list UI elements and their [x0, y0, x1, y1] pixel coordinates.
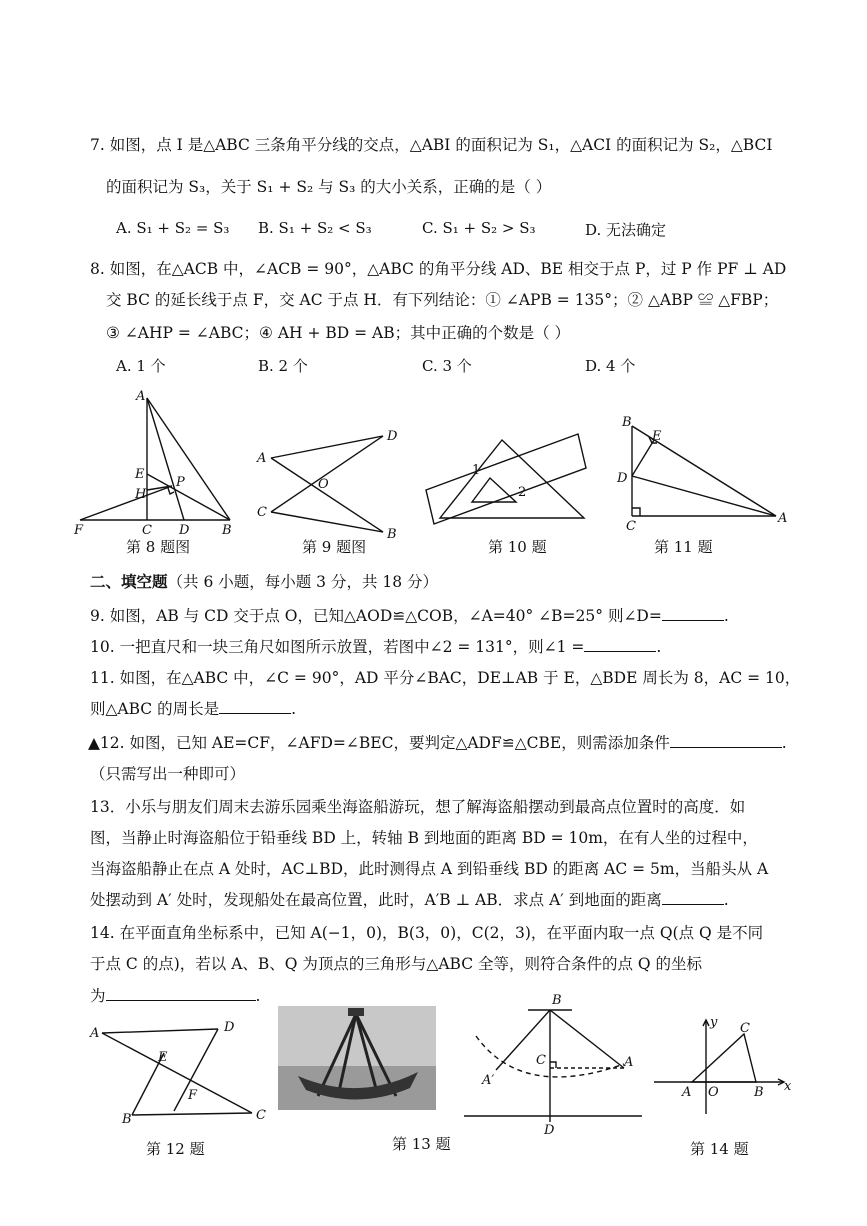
fig13-label-b: B — [552, 993, 562, 1008]
pirate-ship-illustration — [278, 1006, 436, 1110]
fig12-label-d: D — [224, 1020, 235, 1035]
q12-line2: （只需写出一种即可） — [90, 765, 246, 783]
q8-option-d: D. 4 个 — [585, 357, 636, 375]
fig8-label-d: D — [179, 523, 190, 538]
figure-13 — [462, 990, 647, 1138]
q8-line1: 8. 如图，在△ACB 中，∠ACB = 90°，△ABC 的角平分线 AD、BE 相交于点 P，过 P 作 PF ⊥ AD — [90, 260, 787, 278]
q10-text: 10. 一把直尺和一块三角尺如图所示放置，若图中∠2 = 131°，则∠1 = — [90, 638, 585, 656]
fig9-label-b: B — [387, 527, 397, 542]
figure-8 — [72, 388, 242, 538]
fig8-label-h: H — [135, 487, 147, 502]
fig8-label-p: P — [176, 475, 185, 490]
q10-answer-blank[interactable] — [584, 637, 656, 652]
q7-option-b: B. S₁ + S₂ < S₃ — [258, 219, 372, 237]
fig11-label-b: B — [622, 415, 632, 430]
q11-line1: 11. 如图，在△ABC 中，∠C = 90°，AD 平分∠BAC，DE⊥AB 于 E，△BDE 周长为 8，AC = 10， — [90, 669, 801, 687]
fig14-label-y: y — [710, 1015, 718, 1030]
fig11-label-e: E — [652, 429, 662, 444]
q8-line3: ③ ∠AHP = ∠ABC；④ AH + BD = AB；其中正确的个数是（ ） — [106, 324, 571, 342]
q7-option-a: A. S₁ + S₂ = S₃ — [116, 219, 230, 237]
q7-line1: 7. 如图，点 I 是△ABC 三条角平分线的交点，△ABI 的面积记为 S₁，△ACI 的面积记为 S₂，△BCI — [90, 136, 773, 154]
figure-9 — [255, 422, 405, 542]
section-2-note: （共 6 小题，每小题 3 分，共 18 分） — [167, 573, 439, 591]
fig10-label-2: 2 — [518, 485, 527, 500]
q13-line1: 13．小乐与朋友们周末去游乐园乘坐海盗船游玩，想了解海盗船摆动到最高点位置时的高度．如 — [90, 798, 746, 816]
q11-line2: 则△ABC 的周长是 . — [90, 700, 297, 718]
q13-text: 处摆动到 A′ 处时，发现船处在最高位置，此时，A′B ⊥ AB．求点 A′ 到地面的距离 — [90, 891, 662, 909]
caption-fig9: 第 9 题图 — [302, 538, 367, 556]
fig11-label-d: D — [617, 471, 628, 486]
caption-fig10: 第 10 题 — [488, 538, 547, 556]
fig11-label-c: C — [626, 519, 636, 534]
fig8-label-c: C — [142, 523, 152, 538]
q9-line: 9. 如图，AB 与 CD 交于点 O，已知△AOD≌△COB，∠A=40° ∠B=25° 则∠D= . — [90, 607, 729, 625]
q13-line3: 当海盗船静止在点 A 处时，AC⊥BD，此时测得点 A 到铅垂线 BD 的距离 AC = 5m，当船头从 A — [90, 860, 769, 878]
q14-line3: 为 . — [90, 987, 261, 1005]
q12-marker: ▲ — [88, 734, 100, 752]
q7-option-d: D. 无法确定 — [585, 221, 667, 239]
figure-10 — [422, 410, 597, 530]
fig13-label-c: C — [536, 1053, 546, 1068]
caption-fig13: 第 13 题 — [392, 1135, 451, 1153]
fig9-label-d: D — [387, 429, 398, 444]
fig14-label-c: C — [740, 1021, 750, 1036]
fig12-label-e: E — [158, 1050, 168, 1065]
caption-fig12: 第 12 题 — [146, 1140, 205, 1158]
q11-answer-blank[interactable] — [219, 699, 291, 714]
fig14-label-o: O — [708, 1085, 719, 1100]
q14-line2: 于点 C 的点)，若以 A、B、Q 为顶点的三角形与△ABC 全等，则符合条件的点 Q 的坐标 — [90, 955, 703, 973]
q12-text: 12. 如图，已知 AE=CF，∠AFD=∠BEC，要判定△ADF≌△CBE，则需添加条件 — [99, 734, 670, 752]
q7-option-c: C. S₁ + S₂ > S₃ — [422, 219, 536, 237]
q8-option-a: A. 1 个 — [116, 357, 166, 375]
figure-11 — [614, 412, 794, 532]
fig14-label-b: B — [754, 1085, 764, 1100]
caption-fig14: 第 14 题 — [690, 1140, 749, 1158]
caption-fig11: 第 11 题 — [654, 538, 713, 556]
fig12-label-f: F — [188, 1088, 198, 1103]
q10-line: 10. 一把直尺和一块三角尺如图所示放置，若图中∠2 = 131°，则∠1 = . — [90, 638, 662, 656]
fig13-label-a-prime: A′ — [482, 1073, 495, 1088]
q8-option-c: C. 3 个 — [422, 357, 472, 375]
q12-line1: ▲12. 如图，已知 AE=CF，∠AFD=∠BEC，要判定△ADF≌△CBE，则需添加条件 . — [88, 734, 787, 752]
caption-fig8: 第 8 题图 — [126, 538, 191, 556]
q14-text: 为 — [90, 987, 106, 1005]
q12-answer-blank[interactable] — [670, 733, 782, 748]
fig14-label-x: x — [784, 1079, 792, 1094]
fig13-label-d: D — [544, 1123, 555, 1138]
fig9-label-c: C — [257, 505, 267, 520]
q9-text: 9. 如图，AB 与 CD 交于点 O，已知△AOD≌△COB，∠A=40° ∠B=25° 则∠D= — [90, 607, 662, 625]
q8-line2: 交 BC 的延长线于点 F，交 AC 于点 H．有下列结论：① ∠APB = 135°；② △ABP ≌ △FBP； — [106, 291, 779, 309]
pirate-ship-photo — [278, 1006, 436, 1110]
figure-12 — [88, 1015, 273, 1130]
fig8-label-e: E — [135, 467, 145, 482]
q13-line4: 处摆动到 A′ 处时，发现船处在最高位置，此时，A′B ⊥ AB．求点 A′ 到地面的距离 . — [90, 891, 729, 909]
q11-text: 则△ABC 的周长是 — [90, 700, 220, 718]
fig9-label-a: A — [257, 451, 267, 466]
fig8-label-a: A — [136, 389, 146, 404]
fig14-label-a: A — [682, 1085, 692, 1100]
figure-14 — [652, 1014, 797, 1124]
q14-answer-blank[interactable] — [106, 986, 256, 1001]
fig10-label-1: 1 — [472, 463, 481, 478]
fig8-label-b: B — [222, 523, 232, 538]
fig12-label-b: B — [122, 1112, 132, 1127]
fig9-label-o: O — [318, 477, 329, 492]
section-2-title: 二、填空题 — [90, 572, 168, 591]
section-2-heading — [90, 572, 438, 592]
q7-line2: 的面积记为 S₃，关于 S₁ + S₂ 与 S₃ 的大小关系，正确的是（ ） — [106, 178, 552, 196]
fig12-label-a: A — [90, 1026, 100, 1041]
fig11-label-a: A — [778, 511, 788, 526]
q13-answer-blank[interactable] — [662, 890, 724, 905]
q8-option-b: B. 2 个 — [258, 357, 308, 375]
q9-answer-blank[interactable] — [662, 606, 724, 621]
q13-line2: 图，当静止时海盗船位于铅垂线 BD 上，转轴 B 到地面的距离 BD = 10m，在有人坐的过程中， — [90, 829, 758, 847]
fig13-label-a: A — [624, 1055, 634, 1070]
fig12-label-c: C — [256, 1108, 266, 1123]
fig8-label-f: F — [74, 523, 84, 538]
q14-line1: 14. 在平面直角坐标系中，已知 A(−1，0)，B(3，0)，C(2，3)，在平面内取一点 Q(点 Q 是不同 — [90, 924, 764, 942]
